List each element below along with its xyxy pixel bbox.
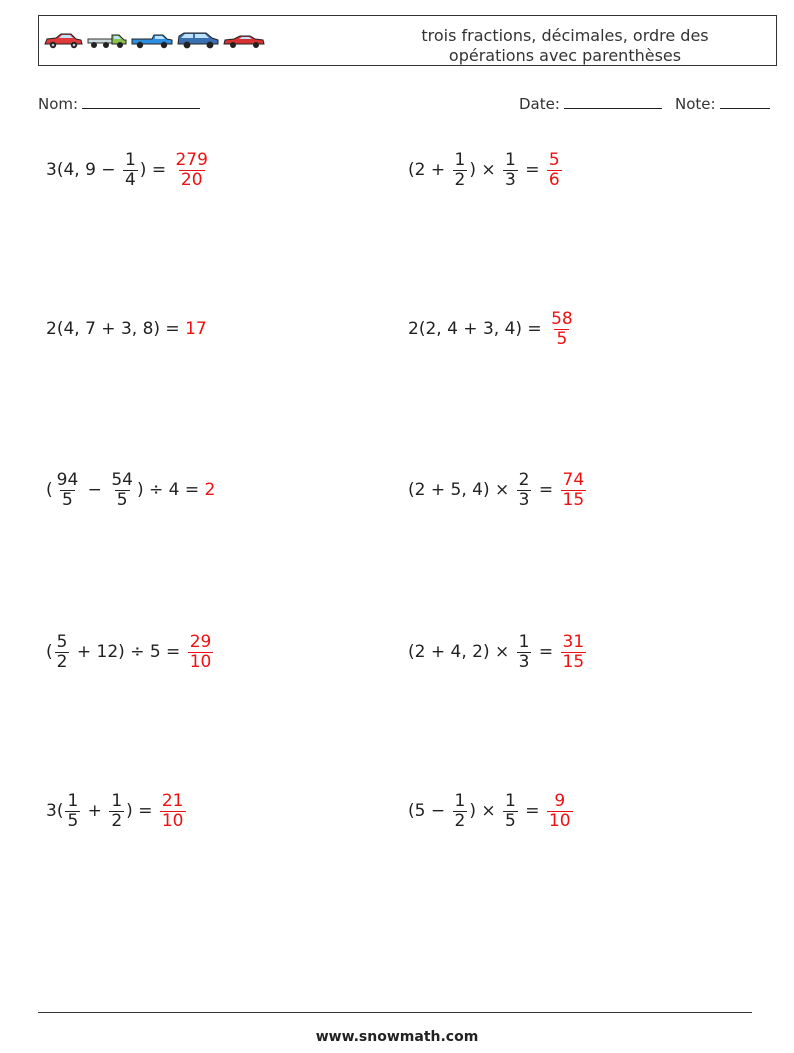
numerator: 29 [189,631,212,652]
fraction [65,792,80,831]
numerator: 5 [548,149,560,170]
numerator: 5 [56,631,68,652]
fraction [517,633,532,672]
answer-fraction [549,310,575,349]
fraction [453,792,468,831]
numerator: 2 [518,469,530,490]
expression-text: = [519,801,545,821]
numerator: 1 [518,631,530,652]
denominator: 15 [562,489,585,510]
answer-fraction [173,151,209,190]
denominator: 20 [180,169,203,190]
numerator: 1 [111,790,123,811]
expression-text: ) × [469,801,502,821]
fraction [109,471,135,510]
title-line-1: trois fractions, décimales, ordre des [421,26,709,45]
tow-truck-icon [86,31,128,51]
fraction [517,471,532,510]
denominator: 6 [548,169,560,190]
denominator: 2 [454,810,466,831]
expression-text: + [82,801,108,821]
expression-text: (5 − [408,801,451,821]
numerator: 74 [562,469,585,490]
fraction [453,151,468,190]
date-blank [564,94,662,109]
numerator: 279 [175,149,208,170]
problem-3 [46,319,207,339]
problem-4 [408,310,577,349]
denominator: 3 [505,169,516,190]
name-label: Nom: [38,95,79,113]
expression-text: (2 + 5, 4) × [408,480,515,500]
numerator: 54 [111,469,133,490]
denominator: 15 [562,651,585,672]
denominator: 10 [161,810,184,831]
denominator: 5 [116,489,128,510]
denominator: 3 [518,651,530,672]
problem-7 [46,633,215,672]
title-line-2: opérations avec parenthèses [448,46,682,65]
blue-pickup-icon [130,31,174,51]
expression-text: = [519,160,545,180]
expression-text: ) = [126,801,158,821]
car-icons-banner [42,30,266,52]
footer-url: www.snowmath.com [315,1029,479,1045]
fraction [123,151,138,190]
expression-text: ( [46,480,53,500]
expression-text: ) × [469,160,502,180]
numerator: 1 [454,149,466,170]
denominator: 4 [124,169,136,190]
problem-2 [408,151,564,190]
answer-fraction [561,471,587,510]
numerator: 1 [505,149,516,170]
numerator: 1 [124,149,136,170]
expression-text: = [533,480,559,500]
denominator: 5 [62,489,73,510]
problem-9 [46,792,188,831]
denominator: 10 [189,651,212,672]
answer-fraction [160,792,186,831]
date-field [519,94,662,113]
numerator: 1 [454,790,466,811]
denominator: 2 [56,651,68,672]
denominator: 3 [518,489,530,510]
answer-fraction [547,151,562,190]
score-blank [720,94,770,109]
fraction [55,633,70,672]
red-car-icon [42,31,84,51]
problem-5 [46,471,215,510]
problem-10 [408,792,575,831]
expression-text: (2 + 4, 2) × [408,642,515,662]
expression-text: (2 + [408,160,451,180]
expression-text: 2(4, 7 + 3, 8) = [46,319,186,339]
problem-8 [408,633,588,672]
answer-fraction [188,633,214,672]
numerator: 31 [562,631,585,652]
score-field [675,94,770,113]
fraction [503,151,518,190]
date-label: Date: [519,95,560,113]
problem-1 [46,151,212,190]
answer-fraction [561,633,587,672]
name-field [38,94,200,113]
fraction [503,792,518,831]
expression-text: ( [46,642,53,662]
numerator: 1 [505,790,516,811]
numerator: 9 [554,790,566,811]
denominator: 2 [111,810,123,831]
numerator: 1 [67,790,79,811]
score-label: Note: [675,95,716,113]
answer: 17 [185,319,207,339]
numerator: 94 [56,469,79,490]
name-blank [82,94,200,109]
problem-6 [408,471,588,510]
expression-text: ) = [139,160,172,180]
denominator: 5 [505,810,516,831]
red-sedan-icon [222,31,266,51]
worksheet-title [400,26,730,66]
expression-text: − [82,480,108,500]
denominator: 5 [67,810,79,831]
worksheet-header [38,15,777,66]
expression-text: 3(4, 9 − [46,160,121,180]
expression-text: 2(2, 4 + 3, 4) = [408,319,548,339]
denominator: 10 [548,810,571,831]
expression-text: + 12) ÷ 5 = [71,642,186,662]
numerator: 58 [551,308,573,329]
blue-suv-icon [176,31,220,51]
fraction [109,792,124,831]
denominator: 2 [454,169,466,190]
expression-text: ) ÷ 4 = [136,480,205,500]
footer-divider [38,1012,752,1013]
expression-text: = [533,642,559,662]
denominator: 5 [556,328,568,349]
fraction [55,471,81,510]
answer-fraction [547,792,573,831]
expression-text: 3( [46,801,64,821]
numerator: 21 [161,790,184,811]
answer: 2 [204,480,216,500]
